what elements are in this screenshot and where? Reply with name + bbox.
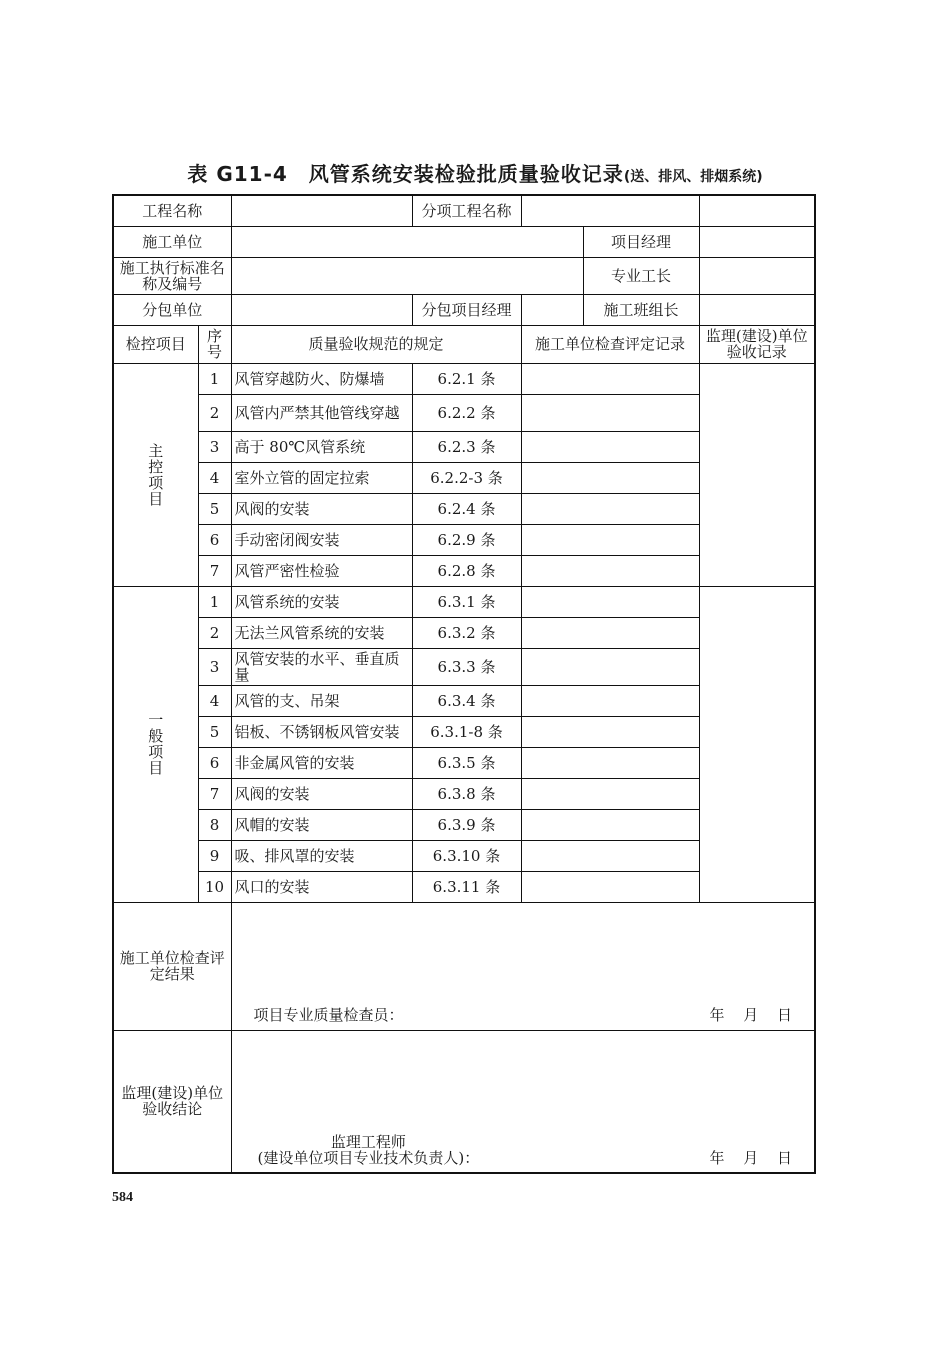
supervisor-record-general[interactable]: [699, 586, 815, 902]
spec-clause: 6.2.8 条: [412, 555, 521, 586]
spec-desc: 风阀的安装: [231, 493, 412, 524]
contractor-record-cell[interactable]: [521, 871, 699, 902]
spec-desc: 风管内严禁其他管线穿越: [231, 394, 412, 431]
spec-clause: 6.3.8 条: [412, 778, 521, 809]
contractor-record-cell[interactable]: [521, 778, 699, 809]
spec-clause: 6.2.1 条: [412, 363, 521, 394]
contractor-record-cell[interactable]: [521, 431, 699, 462]
header-row-subcontractor: [113, 294, 815, 325]
header-row-standard: [113, 257, 815, 294]
col-contractor-record: 施工单位检查评定记录: [521, 325, 699, 363]
spec-clause: 6.2.9 条: [412, 524, 521, 555]
seq-cell: 2: [198, 394, 231, 431]
contractor-record-cell[interactable]: [521, 648, 699, 685]
spec-desc: 风管系统的安装: [231, 586, 412, 617]
spec-desc: 风口的安装: [231, 871, 412, 902]
subcontractor-value[interactable]: [231, 294, 412, 325]
contractor-result-area[interactable]: [231, 902, 815, 1030]
spec-desc: 铝板、不锈钢板风管安装: [231, 716, 412, 747]
sub-project-label: 分项工程名称: [412, 195, 521, 226]
acceptance-record-table: [112, 194, 816, 1174]
acceptance-part-value[interactable]: [699, 195, 815, 226]
seq-cell: 8: [198, 809, 231, 840]
spec-clause: 6.3.2 条: [412, 617, 521, 648]
contractor-record-cell[interactable]: [521, 394, 699, 431]
document-title: [0, 158, 950, 187]
spec-clause: 6.2.3 条: [412, 431, 521, 462]
contractor-record-cell[interactable]: [521, 809, 699, 840]
contractor-value[interactable]: [231, 226, 583, 257]
general-item-row: [113, 586, 815, 617]
supervisor-result-area[interactable]: [231, 1030, 815, 1173]
project-name-label: 工程名称: [113, 195, 231, 226]
contractor-record-cell[interactable]: [521, 685, 699, 716]
seq-cell: 9: [198, 840, 231, 871]
contractor-date: 年 月 日: [709, 1006, 793, 1024]
spec-clause: 6.2.4 条: [412, 493, 521, 524]
contractor-record-cell[interactable]: [521, 493, 699, 524]
seq-cell: 1: [198, 586, 231, 617]
contractor-record-cell[interactable]: [521, 716, 699, 747]
spec-clause: 6.3.5 条: [412, 747, 521, 778]
spec-clause: 6.3.9 条: [412, 809, 521, 840]
spec-clause: 6.3.1-8 条: [412, 716, 521, 747]
spec-desc: 风管严密性检验: [231, 555, 412, 586]
spec-desc: 高于 80℃风管系统: [231, 431, 412, 462]
supervisor-result-label: 监理(建设)单位验收结论: [113, 1030, 231, 1173]
col-check-item: 检控项目: [113, 325, 198, 363]
spec-desc: 风帽的安装: [231, 809, 412, 840]
supervisor-signer: 监理工程师 (建设单位项目专业技术负责人)：: [257, 1132, 480, 1167]
seq-cell: 10: [198, 871, 231, 902]
spec-desc: 风管的支、吊架: [231, 685, 412, 716]
supervisor-date: 年 月 日: [709, 1148, 793, 1167]
contractor-record-cell[interactable]: [521, 524, 699, 555]
contractor-record-cell[interactable]: [521, 363, 699, 394]
standard-value[interactable]: [231, 257, 583, 294]
spec-clause: 6.3.1 条: [412, 586, 521, 617]
contractor-result-label: 施工单位检查评定结果: [113, 902, 231, 1030]
subcontractor-label: 分包单位: [113, 294, 231, 325]
general-group-label: 一 般 项 目: [113, 586, 198, 902]
seq-cell: 3: [198, 648, 231, 685]
foreman-label: 专业工长: [583, 257, 699, 294]
contractor-signer-label: 项目专业质量检查员：: [253, 1006, 404, 1024]
seq-cell: 3: [198, 431, 231, 462]
contractor-record-cell[interactable]: [521, 462, 699, 493]
seq-cell: 2: [198, 617, 231, 648]
contractor-label: 施工单位: [113, 226, 231, 257]
col-supervisor-record: 监理(建设)单位验收记录: [699, 325, 815, 363]
col-seq: 序号: [198, 325, 231, 363]
spec-clause: 6.3.11 条: [412, 871, 521, 902]
seq-cell: 1: [198, 363, 231, 394]
spec-clause: 6.2.2 条: [412, 394, 521, 431]
spec-desc: 室外立管的固定拉索: [231, 462, 412, 493]
page-number: 584: [112, 1190, 133, 1205]
spec-desc: 风阀的安装: [231, 778, 412, 809]
seq-cell: 5: [198, 716, 231, 747]
contractor-record-cell[interactable]: [521, 555, 699, 586]
seq-cell: 4: [198, 685, 231, 716]
spec-desc: 手动密闭阀安装: [231, 524, 412, 555]
spec-clause: 6.3.10 条: [412, 840, 521, 871]
supervisor-result-row: [113, 1030, 815, 1173]
spec-clause: 6.2.2-3 条: [412, 462, 521, 493]
project-manager-label: 项目经理: [583, 226, 699, 257]
contractor-record-cell[interactable]: [521, 840, 699, 871]
seq-cell: 4: [198, 462, 231, 493]
spec-desc: 风管穿越防火、防爆墙: [231, 363, 412, 394]
main-item-row: [113, 363, 815, 394]
sub-manager-value[interactable]: [521, 294, 583, 325]
sub-manager-label: 分包项目经理: [412, 294, 521, 325]
standard-label: 施工执行标准名称及编号: [113, 257, 231, 294]
contractor-record-cell[interactable]: [521, 617, 699, 648]
spec-desc: 风管安装的水平、垂直质量: [231, 648, 412, 685]
header-row-contractor: [113, 226, 815, 257]
project-name-value[interactable]: [231, 195, 412, 226]
title-suffix: (送、排风、排烟系统): [623, 169, 763, 185]
spec-desc: 非金属风管的安装: [231, 747, 412, 778]
foreman-value[interactable]: [699, 257, 815, 294]
spec-clause: 6.3.3 条: [412, 648, 521, 685]
seq-cell: 5: [198, 493, 231, 524]
team-leader-value[interactable]: [699, 294, 815, 325]
contractor-record-cell[interactable]: [521, 586, 699, 617]
contractor-record-cell[interactable]: [521, 747, 699, 778]
spec-clause: 6.3.4 条: [412, 685, 521, 716]
column-header-row: [113, 325, 815, 363]
team-leader-label: 施工班组长: [583, 294, 699, 325]
spec-desc: 吸、排风罩的安装: [231, 840, 412, 871]
main-group-label: 主 控 项 目: [113, 363, 198, 586]
project-manager-value[interactable]: [699, 226, 815, 257]
supervisor-record-main[interactable]: [699, 363, 815, 586]
seq-cell: 6: [198, 524, 231, 555]
header-row-project: [113, 195, 815, 226]
seq-cell: 6: [198, 747, 231, 778]
col-spec: 质量验收规范的规定: [231, 325, 521, 363]
seq-cell: 7: [198, 778, 231, 809]
seq-cell: 7: [198, 555, 231, 586]
title-main: 表 G11-4 风管系统安装检验批质量验收记录: [187, 162, 624, 186]
spec-desc: 无法兰风管系统的安装: [231, 617, 412, 648]
contractor-result-row: [113, 902, 815, 1030]
sub-project-value[interactable]: [521, 195, 699, 226]
